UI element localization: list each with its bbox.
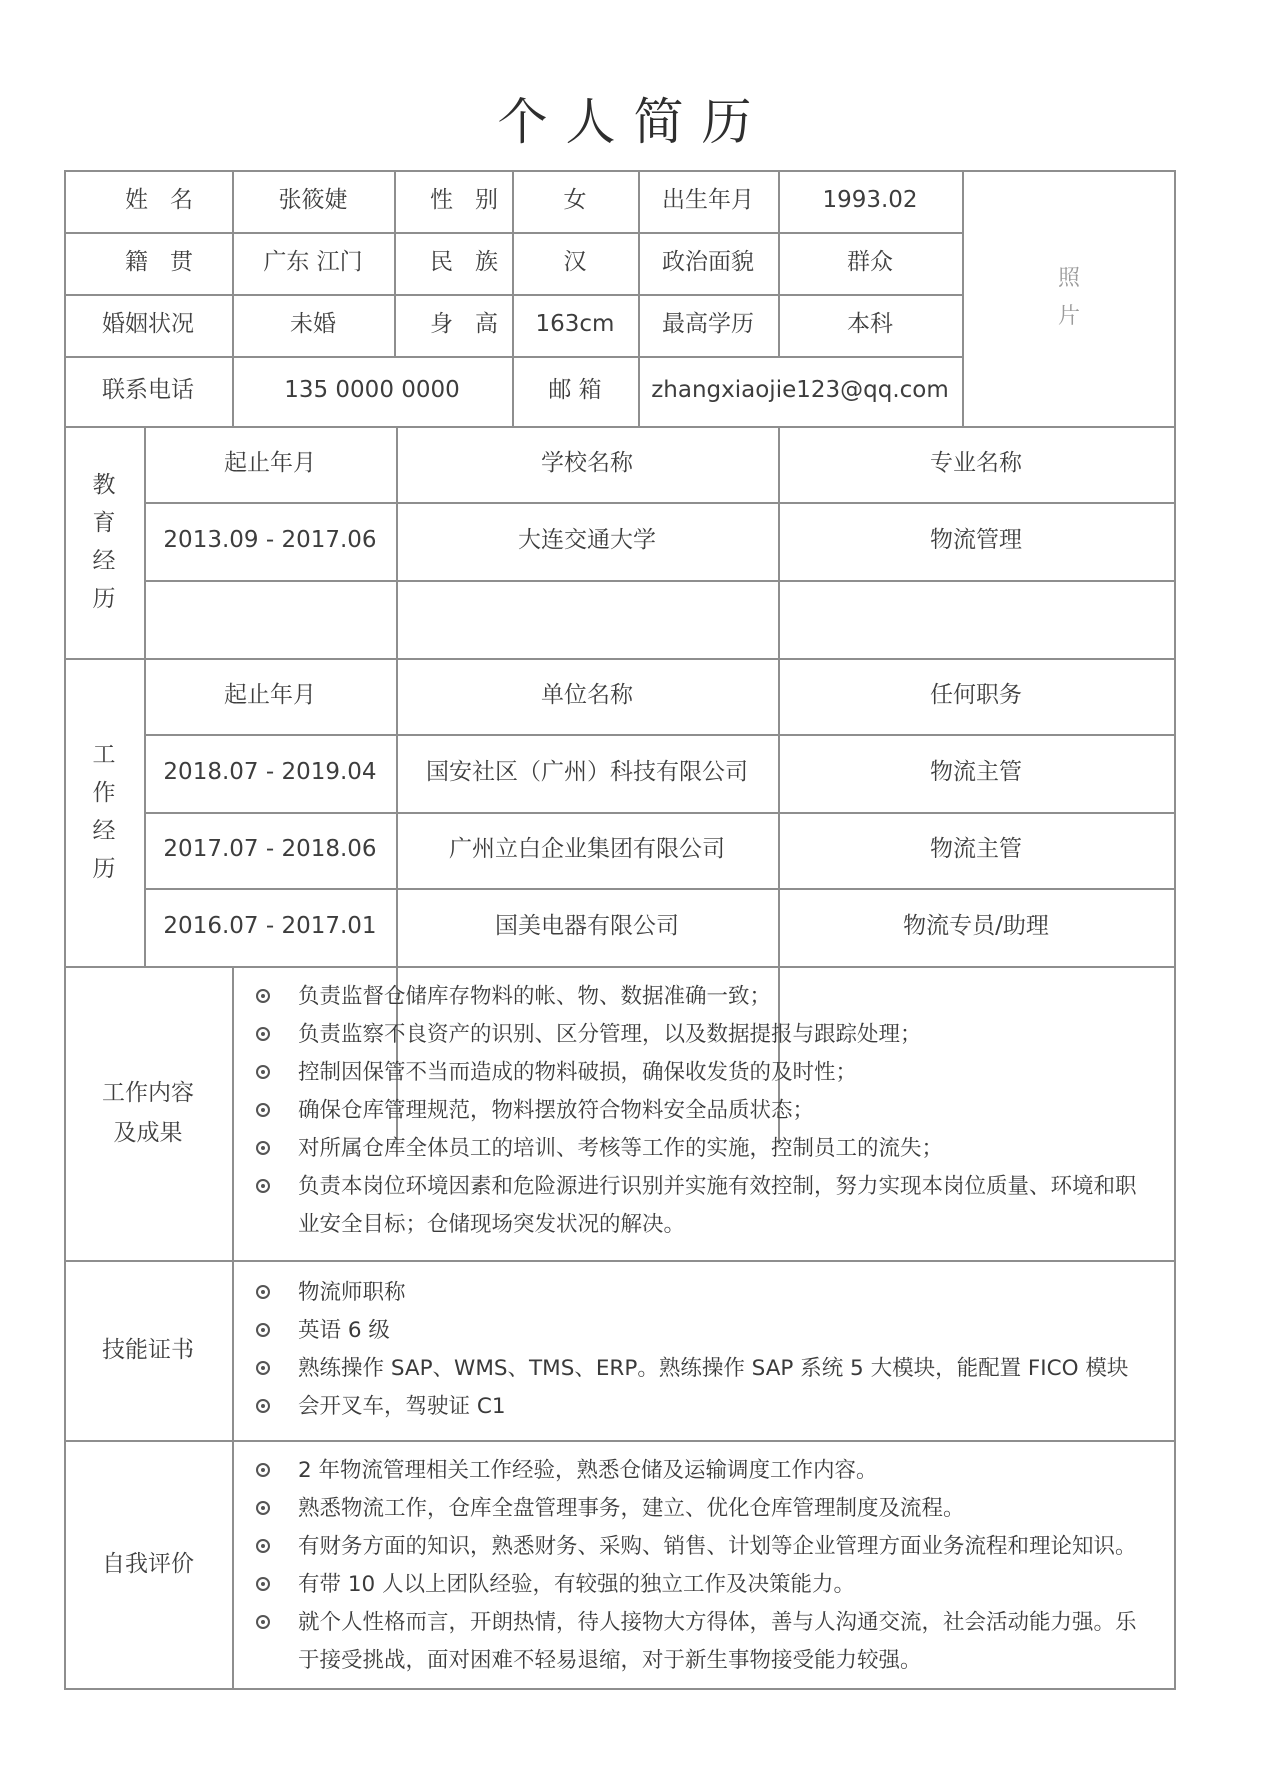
- item-text: 物流师职称: [298, 1280, 406, 1305]
- education-section-label: [64, 426, 144, 658]
- label-line: 技能证书: [102, 1337, 194, 1363]
- label-char: 作: [92, 780, 116, 806]
- label-char: 工: [92, 742, 116, 768]
- work-row-company: 广州立白企业集团有限公司: [449, 836, 725, 863]
- circle-bullet-icon: [256, 1141, 270, 1155]
- item-text: 有带 10 人以上团队经验，有较强的独立工作及决策能力。: [298, 1572, 856, 1597]
- circle-bullet-icon: [256, 1027, 270, 1041]
- skills-label: [64, 1260, 232, 1440]
- item-text: 确保仓库管理规范，物料摆放符合物料安全品质状态；: [298, 1098, 815, 1123]
- item-text: 负责监督仓储库存物料的帐、物、数据准确一致；: [298, 984, 772, 1009]
- circle-bullet-icon: [256, 1179, 270, 1193]
- label-line: 及成果: [113, 1120, 183, 1146]
- work-header-company: 单位名称: [541, 682, 633, 709]
- item-text: 熟练操作 SAP、WMS、TMS、ERP。熟练操作 SAP 系统 5 大模块，能配置 FICO 模块: [298, 1356, 1129, 1381]
- political-label: 政治面貌: [662, 249, 754, 276]
- hometown-value: 广东 江门: [263, 249, 363, 276]
- circle-bullet-icon: [256, 1323, 270, 1337]
- list-item: [242, 1452, 1154, 1490]
- edu-row-school: [396, 580, 778, 658]
- label-char: 育: [92, 510, 116, 536]
- circle-bullet-icon: [256, 1285, 270, 1299]
- work-row-position: 物流主管: [930, 759, 1022, 786]
- name-label: 姓名: [125, 187, 215, 214]
- label-char: 经: [92, 548, 116, 574]
- edu-row-major: 物流管理: [930, 527, 1022, 554]
- item-text: 对所属仓库全体员工的培训、考核等工作的实施，控制员工的流失；: [298, 1136, 944, 1161]
- work-row-period: 2018.07 - 2019.04: [163, 759, 377, 786]
- photo-placeholder: [964, 170, 1174, 426]
- item-text: 负责本岗位环境因素和危险源进行识别并实施有效控制，努力实现本岗位质量、环境和职业安全目标；仓储现场突发状况的解决。: [298, 1174, 1137, 1237]
- circle-bullet-icon: [256, 1399, 270, 1413]
- label-char: 教: [92, 472, 116, 498]
- phone-label: 联系电话: [102, 377, 194, 404]
- work-content-list: [242, 978, 1154, 1244]
- list-item: [242, 1130, 1154, 1168]
- gender-value: 女: [563, 187, 587, 214]
- degree-label: 最高学历: [662, 311, 754, 338]
- edu-header-period: 起止年月: [224, 450, 316, 477]
- email-label: 邮 箱: [548, 377, 602, 404]
- phone-value: 135 0000 0000: [284, 377, 460, 404]
- work-section-label: [64, 658, 144, 966]
- skills-list: [242, 1274, 1154, 1426]
- edu-row-major: [778, 580, 1174, 658]
- self-eval-label: [64, 1440, 232, 1688]
- label-line: 工作内容: [102, 1080, 194, 1106]
- work-header-period: 起止年月: [224, 682, 316, 709]
- list-item: [242, 1312, 1154, 1350]
- resume-table: [64, 170, 1176, 1690]
- circle-bullet-icon: [256, 1361, 270, 1375]
- ethnicity-value: 汉: [563, 249, 587, 276]
- list-item: [242, 1528, 1154, 1566]
- circle-bullet-icon: [256, 1463, 270, 1477]
- item-text: 会开叉车，驾驶证 C1: [298, 1394, 506, 1419]
- list-item: [242, 1054, 1154, 1092]
- circle-bullet-icon: [256, 1501, 270, 1515]
- list-item: [242, 1350, 1154, 1388]
- item-text: 控制因保管不当而造成的物料破损，确保收发货的及时性；: [298, 1060, 858, 1085]
- page-title: 个人简历: [497, 93, 770, 151]
- list-item: [242, 1274, 1154, 1312]
- label-char: 历: [92, 856, 116, 882]
- item-text: 2 年物流管理相关工作经验，熟悉仓储及运输调度工作内容。: [298, 1458, 878, 1483]
- degree-value: 本科: [847, 311, 893, 338]
- ethnicity-label: 民族: [430, 249, 520, 276]
- work-content-label: [64, 966, 232, 1260]
- item-text: 就个人性格而言，开朗热情，待人接物大方得体，善与人沟通交流，社会活动能力强。乐于接受挑战，面对困难不轻易退缩，对于新生事物接受能力较强。: [298, 1610, 1137, 1673]
- self-eval-list: [242, 1452, 1154, 1680]
- list-item: [242, 1566, 1154, 1604]
- list-item: [242, 1016, 1154, 1054]
- circle-bullet-icon: [256, 1577, 270, 1591]
- edu-header-major: 专业名称: [930, 450, 1022, 477]
- marital-label: 婚姻状况: [102, 311, 194, 338]
- circle-bullet-icon: [256, 1539, 270, 1553]
- circle-bullet-icon: [256, 1103, 270, 1117]
- list-item: [242, 1092, 1154, 1130]
- label-char: 经: [92, 818, 116, 844]
- photo-label-char: 片: [1057, 304, 1080, 329]
- hometown-label: 籍贯: [125, 249, 215, 276]
- item-text: 熟悉物流工作，仓库全盘管理事务，建立、优化仓库管理制度及流程。: [298, 1496, 965, 1521]
- birth-label: 出生年月: [662, 187, 754, 214]
- list-item: [242, 1168, 1154, 1244]
- edu-row-school: 大连交通大学: [518, 527, 656, 554]
- work-row-company: 国安社区（广州）科技有限公司: [426, 759, 748, 786]
- circle-bullet-icon: [256, 989, 270, 1003]
- marital-value: 未婚: [290, 311, 336, 338]
- list-item: [242, 1388, 1154, 1426]
- email-value: zhangxiaojie123@qq.com: [651, 377, 949, 404]
- item-text: 英语 6 级: [298, 1318, 390, 1343]
- birth-value: 1993.02: [822, 187, 918, 214]
- height-value: 163cm: [535, 311, 615, 338]
- work-row-position: 物流专员/助理: [903, 913, 1049, 940]
- edu-row-period: [144, 580, 396, 658]
- gender-label: 性别: [430, 187, 520, 214]
- list-item: [242, 978, 1154, 1016]
- name-value: 张筱婕: [278, 187, 348, 214]
- height-label: 身高: [430, 311, 520, 338]
- list-item: [242, 1490, 1154, 1528]
- item-text: 有财务方面的知识，熟悉财务、采购、销售、计划等企业管理方面业务流程和理论知识。: [298, 1534, 1137, 1559]
- photo-label-char: 照: [1057, 266, 1080, 291]
- work-row-company: 国美电器有限公司: [495, 913, 679, 940]
- circle-bullet-icon: [256, 1065, 270, 1079]
- edu-header-school: 学校名称: [541, 450, 633, 477]
- item-text: 负责监察不良资产的识别、区分管理，以及数据提报与跟踪处理；: [298, 1022, 922, 1047]
- label-line: 自我评价: [102, 1551, 194, 1577]
- work-row-position: 物流主管: [930, 836, 1022, 863]
- work-row-period: 2017.07 - 2018.06: [163, 836, 377, 863]
- circle-bullet-icon: [256, 1615, 270, 1629]
- list-item: [242, 1604, 1154, 1680]
- political-value: 群众: [847, 249, 893, 276]
- work-row-period: 2016.07 - 2017.01: [163, 913, 377, 940]
- edu-row-period: 2013.09 - 2017.06: [163, 527, 377, 554]
- label-char: 历: [92, 586, 116, 612]
- work-header-position: 任何职务: [930, 682, 1022, 709]
